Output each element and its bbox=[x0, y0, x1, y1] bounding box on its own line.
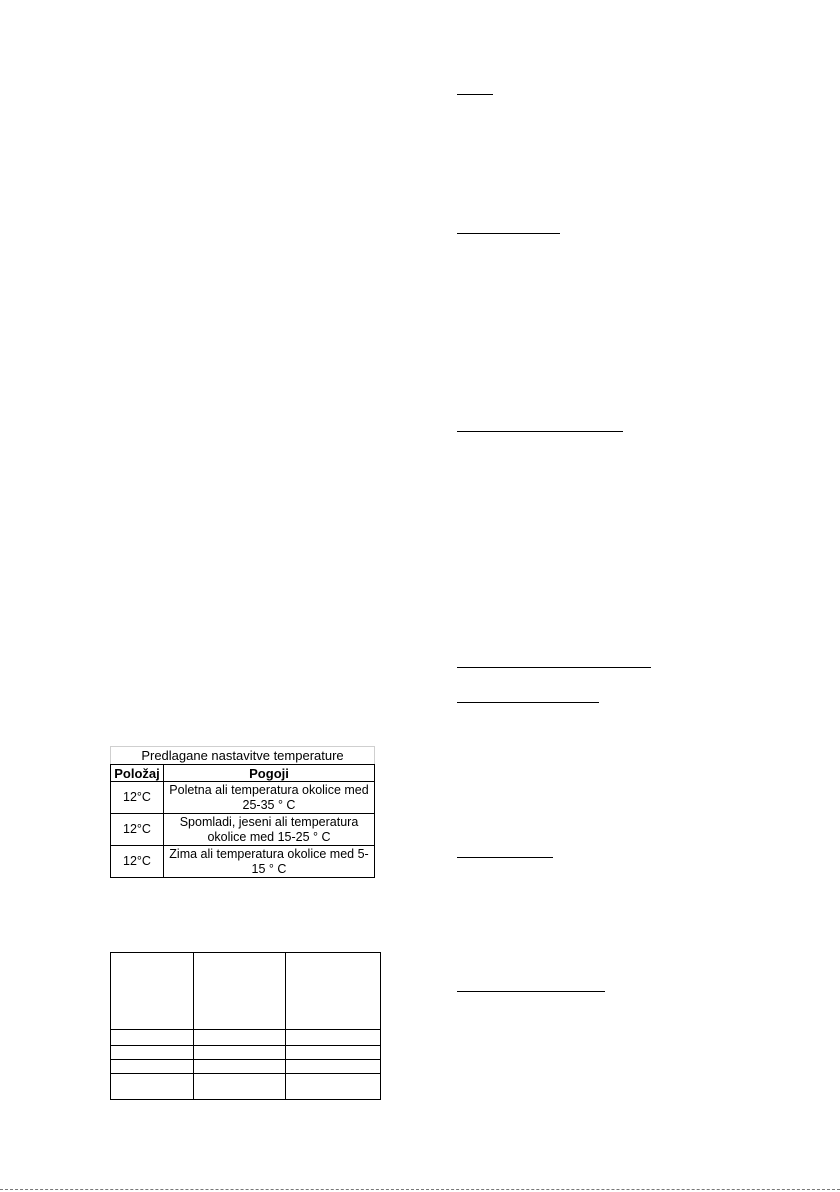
table-cell bbox=[111, 1030, 194, 1046]
table-cell bbox=[286, 1060, 381, 1074]
table-caption: Predlagane nastavitve temperature bbox=[111, 747, 375, 765]
heading-underline-3 bbox=[457, 431, 623, 432]
table-row bbox=[111, 1030, 381, 1046]
table-row bbox=[111, 814, 375, 846]
heading-underline-2 bbox=[457, 233, 560, 234]
setting-cell: 12°C bbox=[111, 846, 164, 878]
table-cell bbox=[286, 1046, 381, 1060]
table-cell bbox=[111, 1060, 194, 1074]
heading-underline-1 bbox=[457, 94, 493, 95]
heading-underline-4 bbox=[457, 667, 651, 668]
table-cell bbox=[194, 1030, 286, 1046]
condition-cell: Zima ali temperatura okolice med 5-15 ° C bbox=[164, 846, 375, 878]
table-row bbox=[111, 1060, 381, 1074]
condition-cell: Poletna ali temperatura okolice med 25-35 ° C bbox=[164, 782, 375, 814]
setting-cell: 12°C bbox=[111, 814, 164, 846]
table-cell bbox=[194, 1046, 286, 1060]
heading-underline-7 bbox=[457, 991, 605, 992]
column-header-conditions: Pogoji bbox=[164, 765, 375, 782]
table-cell bbox=[111, 1074, 194, 1100]
condition-cell: Spomladi, jeseni ali temperatura okolice med 15-25 ° C bbox=[164, 814, 375, 846]
setting-cell: 12°C bbox=[111, 782, 164, 814]
table-cell bbox=[194, 1074, 286, 1100]
table-cell bbox=[286, 953, 381, 1030]
page-bottom-edge bbox=[0, 1189, 840, 1190]
table-cell bbox=[111, 953, 194, 1030]
blank-grid-table bbox=[110, 952, 381, 1100]
table-cell bbox=[194, 1060, 286, 1074]
heading-underline-6 bbox=[457, 857, 553, 858]
column-header-position: Položaj bbox=[111, 765, 164, 782]
table-cell bbox=[194, 953, 286, 1030]
table-row bbox=[111, 782, 375, 814]
table-cell bbox=[286, 1074, 381, 1100]
table-row bbox=[111, 846, 375, 878]
table-row bbox=[111, 1046, 381, 1060]
table-cell bbox=[111, 1046, 194, 1060]
table-row bbox=[111, 953, 381, 1030]
table-cell bbox=[286, 1030, 381, 1046]
table-row bbox=[111, 1074, 381, 1100]
temperature-settings-table bbox=[110, 746, 375, 878]
heading-underline-5 bbox=[457, 702, 599, 703]
